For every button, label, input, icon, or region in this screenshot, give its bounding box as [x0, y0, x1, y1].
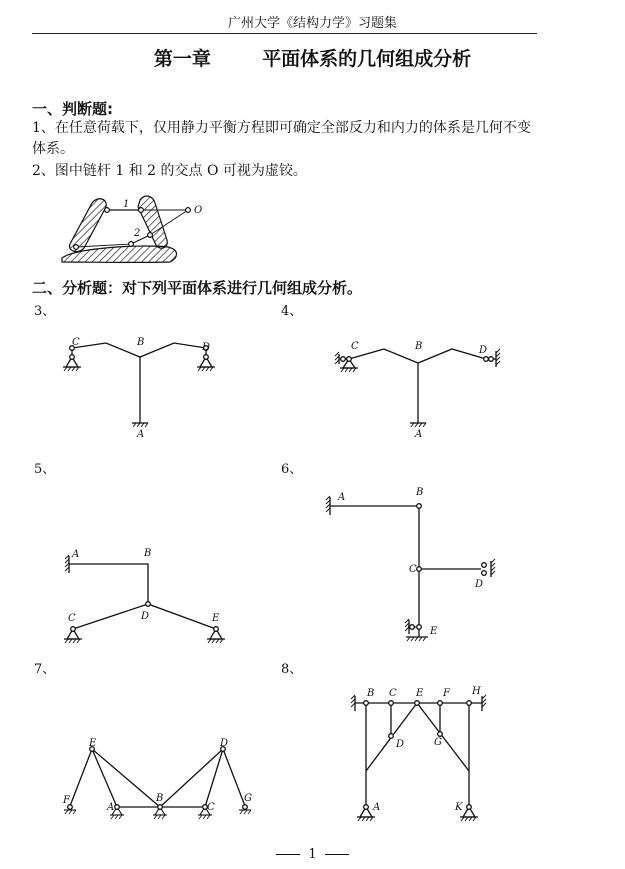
- figure-3: [63, 343, 215, 427]
- fig6-label-e: E: [430, 626, 438, 637]
- hinge-icon: [146, 602, 151, 607]
- left-rigid-body: [70, 199, 107, 252]
- hinge-icon: [70, 355, 75, 360]
- hinge-icon: [71, 627, 76, 632]
- hinge-icon: [489, 357, 494, 362]
- fig7-label-d: D: [220, 738, 229, 749]
- hinge-icon: [417, 504, 422, 509]
- section-heading-judgement: 一、判断题:: [32, 100, 113, 118]
- hinge-icon: [115, 805, 120, 810]
- right-rigid-body: [138, 196, 167, 248]
- hinge-icon: [417, 567, 422, 572]
- fig6-label-d: D: [475, 579, 484, 590]
- fig8-label-h: H: [472, 686, 481, 697]
- fig8-label-c: C: [389, 688, 397, 699]
- hinge-icon: [417, 625, 422, 630]
- problem-5-number: 5、: [34, 462, 56, 477]
- fig8-label-k: K: [455, 802, 463, 813]
- figure-8: [351, 695, 486, 821]
- hinge-icon: [415, 701, 420, 706]
- problem-7-number: 7、: [34, 662, 56, 677]
- chapter-name: 平面体系的几何组成分析: [262, 48, 472, 70]
- fig7-label-f: F: [63, 795, 70, 806]
- figure-4: [335, 349, 500, 427]
- fig2-label-1: 1: [123, 199, 130, 210]
- hinge-icon: [214, 627, 219, 632]
- fig3-label-d: D: [202, 342, 211, 353]
- fig8-label-d: D: [396, 739, 405, 750]
- hinge-icon: [438, 732, 443, 737]
- fig5-label-b: B: [144, 548, 152, 559]
- fig2-label-o: O: [194, 205, 203, 216]
- figure-7: [64, 747, 251, 819]
- fig2-label-2: 2: [134, 228, 141, 239]
- fig3-label-a: A: [137, 429, 145, 440]
- fig3-label-b: B: [137, 337, 145, 348]
- hinge-icon: [105, 208, 110, 213]
- fig5-label-c: C: [68, 613, 76, 624]
- hinge-icon: [129, 242, 134, 247]
- section-heading-analysis: 二、分析题：对下列平面体系进行几何组成分析。: [32, 279, 363, 297]
- fig5-label-e: E: [212, 613, 220, 624]
- page-number: 1: [308, 847, 317, 862]
- figure-5: [64, 555, 225, 643]
- hinge-icon: [186, 208, 191, 213]
- problem-8-number: 8、: [281, 662, 303, 677]
- fig8-label-b: B: [367, 688, 375, 699]
- fig5-label-a: A: [72, 549, 80, 560]
- problem-6-number: 6、: [281, 462, 303, 477]
- hinge-icon: [347, 357, 352, 362]
- hinge-icon: [158, 805, 163, 810]
- fig7-label-b: B: [156, 793, 164, 804]
- fig3-label-c: C: [72, 337, 80, 348]
- hinge-icon: [467, 805, 472, 810]
- hinge-icon: [482, 571, 487, 576]
- fig8-label-a: A: [373, 802, 381, 813]
- hinge-icon: [139, 208, 144, 213]
- problem-3-number: 3、: [34, 304, 56, 319]
- hinge-icon: [410, 625, 415, 630]
- fig4-label-d: D: [479, 345, 488, 356]
- fig7-label-c: C: [207, 802, 215, 813]
- chapter-number: 第一章: [153, 48, 211, 70]
- fig7-label-e: E: [89, 738, 97, 749]
- hinge-icon: [467, 701, 472, 706]
- fig6-label-c: C: [409, 564, 417, 575]
- fig4-label-a: A: [415, 429, 423, 440]
- hinge-icon: [148, 233, 153, 238]
- hinge-icon: [484, 357, 489, 362]
- page-footer: [0, 847, 625, 862]
- fig7-label-a: A: [107, 802, 115, 813]
- hinge-icon: [364, 701, 369, 706]
- hinge-icon: [389, 701, 394, 706]
- fig6-label-a: A: [338, 492, 346, 503]
- question-1-line-2: 体系。: [32, 141, 74, 157]
- hinge-icon: [74, 245, 79, 250]
- fig4-label-c: C: [351, 341, 359, 352]
- hinge-icon: [341, 357, 346, 362]
- hinge-icon: [364, 805, 369, 810]
- fig4-label-b: B: [415, 341, 423, 352]
- hinge-icon: [389, 734, 394, 739]
- fig5-label-d: D: [141, 611, 150, 622]
- running-header: 广州大学《结构力学》习题集: [227, 16, 397, 31]
- fig7-label-g: G: [244, 793, 252, 804]
- hinge-icon: [438, 701, 443, 706]
- problem-4-number: 4、: [281, 304, 303, 319]
- fig8-label-g: G: [434, 737, 442, 748]
- hinge-icon: [204, 355, 209, 360]
- fig8-label-e: E: [416, 688, 424, 699]
- question-2: 2、图中链杆 1 和 2 的交点 O 可视为虚铰。: [32, 163, 307, 179]
- fig8-label-f: F: [443, 688, 450, 699]
- hinge-icon: [243, 805, 248, 810]
- question-1-line-1: 1、在任意荷载下，仅用静力平衡方程即可确定全部反力和内力的体系是几何不变: [32, 120, 531, 136]
- hinge-icon: [482, 563, 487, 568]
- fig6-label-b: B: [416, 487, 424, 498]
